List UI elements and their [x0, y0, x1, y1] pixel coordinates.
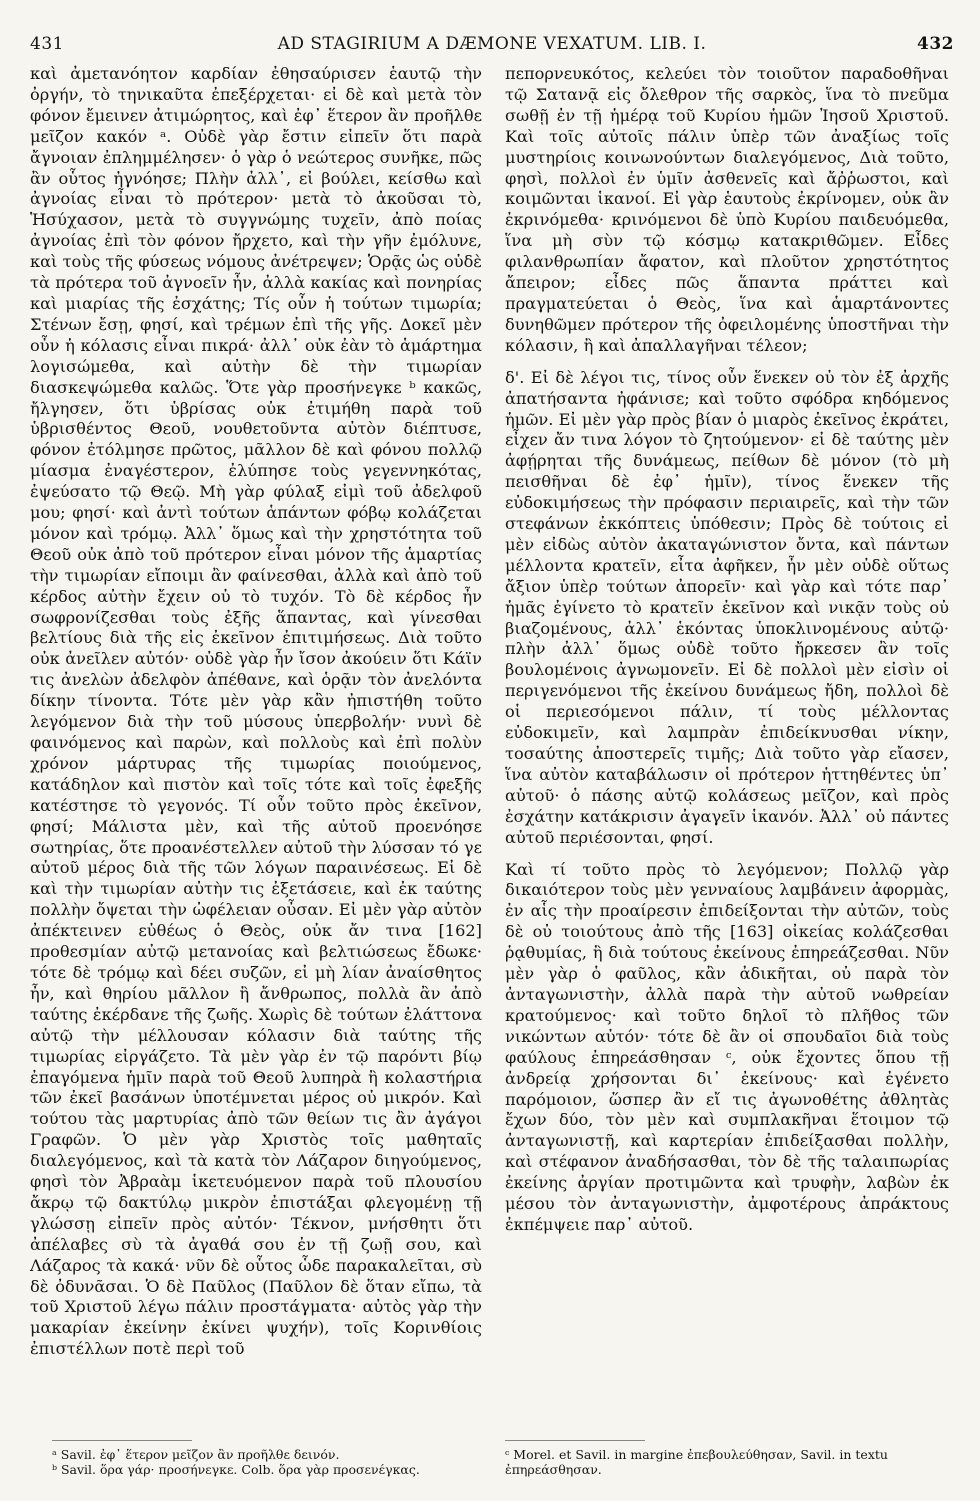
- page-number-right: 432: [917, 34, 954, 54]
- right-paragraph-section-4: δ'. Εἰ δὲ λέγοι τις, τίνος οὖν ἕνεκεν οὐ τὸν ἐξ ἀρχῆς ἀπατήσαντα ἠφάνισε; καὶ τοῦτο σφόδρα κηδόμενος ἡμῶν. Εἰ μὲν γὰρ πρὸς βίαν ὁ μιαρὸς ἐκεῖνος ἐκράτει, εἶχεν ἄν τινα λόγον τὸ ζητούμενον· εἰ δὲ ταύτης μὲν ἀφῄρηται τῆς δυνάμεως, πείθων δὲ μόνον (τὸ μὴ πεισθῆναι δὲ ἐφ᾽ ἡμῖν), τίνος ἕνεκεν τῆς εὐδοκιμήσεως τὴν πρόφασιν περιαιρεῖς, καὶ τὴν τῶν στεφάνων ἐκκόπτεις ὑπόθεσιν; Πρὸς δὲ τούτοις εἰ μὲν εἰδὼς αὐτὸν ἀκαταγώνιστον ὄντα, καὶ πάντων μέλλοντα κρατεῖν, εἶτα ἀφῆκεν, ἦν μὲν οὐδὲ οὕτως ἄξιον ὑπὲρ τούτων ἀπορεῖν· καὶ γὰρ καὶ τότε παρ᾽ ἡμᾶς ἐγίνετο τὸ κρατεῖν ἐκεῖνον καὶ νικᾷν τοὺς οὐ βιαζομένους, ἀλλ᾽ ἑκόντας ὑποκλινομένους αὐτῷ· πλὴν ἀλλ᾽ ὅμως οὐδὲ τοῦτο ἤρκεσεν ἂν τοῖς βουλομένοις ἀγνωμονεῖν. Εἰ δὲ πολλοὶ μὲν εἰσὶν οἱ περιγενόμενοι τῆς ἐκείνου δυνάμεως ἤδη, πολλοὶ δὲ οἱ περιεσόμενοι πάλιν, τί τοὺς μέλλοντας εὐδοκιμεῖν, καὶ λαμπρὰν ἐπιδείκνυσθαι νίκην, τοσαύτης ἀποστερεῖς τιμῆς; Διὰ τοῦτο γὰρ εἴασεν, ἵνα αὐτὸν καταβάλωσιν οἱ πρότερον ἡττηθέντες ὑπ᾽ αὐτοῦ· ὁ πάσης αὐτῷ κολάσεως μεῖζον, καὶ πρὸς ἐσχάτην κατάκρισιν ἀγαγεῖν ἱκανόν. Ἀλλ᾽ οὐ πάντες αὐτοῦ περιέσονται, φησί.: [505, 367, 949, 847]
- footnote: ᶜ Morel. et Savil. in margine ἐπεβουλεύθησαν, Savil. in textu ἐπηρεάσθησαν.: [505, 1447, 888, 1477]
- footnote: ᵃ Savil. ἐφ᾽ ἕτερον μεῖζον ἂν προῆλθε δεινόν.: [52, 1447, 340, 1462]
- right-paragraph: πεπορνευκότος, κελεύει τὸν τοιοῦτον παραδοθῆναι τῷ Σατανᾷ εἰς ὄλεθρον τῆς σαρκὸς, ἵνα τὸ πνεῦμα σωθῇ ἐν τῇ ἡμέρᾳ τοῦ Κυρίου ἡμῶν Ἰησοῦ Χριστοῦ. Καὶ τοῖς αὐτοῖς πάλιν ὑπὲρ τῶν ἀναξίως τοῖς μυστηρίοις κοινωνούντων διαλεγόμενος, Διὰ τοῦτο, φησὶ, πολλοὶ ἐν ὑμῖν ἀσθενεῖς καὶ ἄῤῥωστοι, καὶ κοιμῶνται ἱκανοί. Εἰ γὰρ ἑαυτοὺς ἐκρίνομεν, οὐκ ἂν ἐκρινόμεθα· κρινόμενοι δὲ ὑπὸ Κυρίου παιδευόμεθα, ἵνα μὴ σὺν τῷ κόσμῳ κατακριθῶμεν. Εἶδες φιλανθρωπίαν ἄφατον, καὶ πλοῦτον χρηστότητος ἄπειρον; εἶδες πῶς ἅπαντα πράττει καὶ πραγματεύεται ὁ Θεὸς, ἵνα καὶ ἁμαρτάνοντες δυνηθῶμεν πρότερον τῆς ὀφειλομένης ὑποστῆναι τὴν κόλασιν, ἢ καὶ ἀπαλλαγῆναι τέλεον;: [505, 64, 949, 355]
- footnote-rule-left: [52, 1440, 192, 1441]
- page-number-left: 431: [30, 34, 64, 54]
- footnote-rule-right: [505, 1440, 645, 1441]
- footnotes-right: [505, 1447, 935, 1477]
- page-header: [30, 34, 954, 62]
- running-title: AD STAGIRIUM A DÆMONE VEXATUM. LIB. I.: [277, 34, 707, 54]
- right-column: [505, 64, 949, 1236]
- footnotes-left: [52, 1447, 472, 1477]
- left-paragraph: καὶ ἀμετανόητον καρδίαν ἐθησαύρισεν ἑαυτῷ τὴν ὀργήν, τὸ τηνικαῦτα ἐπεξέρχεται· εἰ δὲ καὶ μετὰ τὸν φόνον ἔμεινεν ἀτιμώρητος, καὶ ἐφ᾽ ἕτερον ἂν προῆλθε μεῖζον κακόν ᵃ. Οὐδὲ γὰρ ἔστιν εἰπεῖν ὅτι παρὰ ἄγνοιαν ἐπλημμέλησεν· ὁ γὰρ ὁ νεώτερος συνῆκε, πῶς ἂν οὗτος ἠγνόησε; Πλὴν ἀλλ᾽, εἰ βούλει, κείσθω καὶ ἀγνοίας εἶναι τὸ πρότερον· μετὰ τὸ ἀκοῦσαι τὸ, Ἡσύχασον, μετὰ τὸ συγγνώμης τυχεῖν, ἀπὸ ποίας ἀγνοίας ἐπὶ τὸν φόνον ἤρχετο, καὶ τὴν γῆν ἐμόλυνε, καὶ τοὺς τῆς φύσεως νόμους ἀνέτρεψεν; Ὁρᾷς ὡς οὐδὲ τὰ πρότερα τοῦ ἀγνοεῖν ἦν, ἀλλὰ κακίας καὶ πονηρίας καὶ μιαρίας τῆς ἐσχάτης; Τίς οὖν ἡ τούτων τιμωρία; Στένων ἔσῃ, φησί, καὶ τρέμων ἐπὶ τῆς γῆς. Δοκεῖ μὲν οὖν ἡ κόλασις εἶναι πικρά· ἀλλ᾽ οὐκ ἐὰν τὸ ἁμάρτημα λογισώμεθα, καὶ αὐτὴν δὲ τὴν τιμωρίαν διασκεψώμεθα καλῶς. Ὅτε γὰρ προσήνεγκε ᵇ κακῶς, ἤλγησεν, ὅτι ὑβρίσας οὐκ ἐτιμήθη παρὰ τοῦ ὑβρισθέντος Θεοῦ, νουθετοῦντα αὐτὸν διέπτυσε, φόνον ἐτόλμησε πρῶτος, μᾶλλον δὲ καὶ φόνου πολλῷ μίασμα ἐναγέστερον, ἐλύπησε τοὺς γεγεννηκότας, ἐψεύσατο τῷ Θεῷ. Μὴ γὰρ φύλαξ εἰμὶ τοῦ ἀδελφοῦ μου; φησί· καὶ ἀντὶ τούτων ἁπάντων φόβῳ κολάζεται μόνον καὶ τρόμῳ. Ἀλλ᾽ ὅμως καὶ τὴν χρηστότητα τοῦ Θεοῦ οὐκ ἀπὸ τοῦ πρότερον εἶναι μόνον τῆς ἁμαρτίας τὴν τιμωρίαν εἴποιμι ἂν φαίνεσθαι, ἀλλὰ καὶ ἀπὸ τοῦ κέρδος αὐτὴν ἔχειν οὐ τὸ τυχόν. Τὸ δὲ κέρδος ἦν σωφρονίζεσθαι τοὺς ἐξῆς ἅπαντας, καὶ γίνεσθαι βελτίους διὰ τῆς εἰς ἐκεῖνον ἐπιτιμήσεως. Διὰ τοῦτο οὐκ ἀνεῖλεν αὐτόν· οὐδὲ γὰρ ἦν ἴσον ἀκούειν ὅτι Κάϊν τις ἀνελὼν ἀδελφὸν ἀπέθανε, καὶ ὁρᾷν τὸν ἀνελόντα δίκην τίνοντα. Τότε μὲν γὰρ κἂν ἠπιστήθη τοῦτο λεγόμενον διὰ τὴν τοῦ μύσους ὑπερβολήν· νυνὶ δὲ φαινόμενος καὶ παρὼν, καὶ πολλοὺς καὶ ἐπὶ πολὺν χρόνον μάρτυρας τῆς τιμωρίας ποιούμενος, κατάδηλον καὶ πιστὸν καὶ τοῖς τότε καὶ τοῖς ἐφεξῆς κατέστησε τὸ γεγονός. Τί οὖν τοῦτο πρὸς ἐκεῖνον, φησί; Μάλιστα μὲν, καὶ τῆς αὐτοῦ προενόησε σωτηρίας, ὅτε προανέστελλεν αὐτοῦ τὴν λύσσαν τό γε αὐτοῦ μέρος διὰ τῆς τῶν λόγων παραινέσεως. Εἰ δὲ καὶ τὴν τιμωρίαν αὐτὴν τις ἐξετάσειε, καὶ ἐκ ταύτης πολλὴν ὄψεται τὴν ὠφέλειαν οὖσαν. Εἰ μὲν γὰρ αὐτὸν ἀπέκτεινεν εὐθέως ὁ Θεὸς, οὐκ ἄν τινα [162] προθεσμίαν αὐτῷ μετανοίας καὶ βελτιώσεως ἔδωκε· τότε δὲ τρόμῳ καὶ δέει συζῶν, εἰ μὴ λίαν ἀναίσθητος ἦν, καὶ θηρίου μᾶλλον ἢ ἄνθρωπος, πολλὰ ἂν ἀπὸ ταύτης ἐκέρδανε τῆς ζωῆς. Χωρὶς δὲ τούτων ἐλάττονα αὐτῷ τὴν μέλλουσαν κόλασιν διὰ ταύτης τῆς τιμωρίας εἰργάζετο. Τὰ μὲν γὰρ ἐν τῷ παρόντι βίῳ ἐπαγόμενα ἡμῖν παρὰ τοῦ Θεοῦ λυπηρὰ ἢ κολαστήρια τῶν ἐκεῖ βασάνων ὑποτέμνεται μέρος οὐ μικρόν. Καὶ τούτου τὰς μαρτυρίας ἀπὸ τῶν θείων τις ἂν ἀγάγοι Γραφῶν. Ὁ μὲν γὰρ Χριστὸς τοῖς μαθηταῖς διαλεγόμενος, καὶ τὰ κατὰ τὸν Λάζαρον διηγούμενος, φησὶ τὸν Ἀβραὰμ ἱκετευόμενον παρὰ τοῦ πλουσίου ἄκρῳ τῷ δακτύλῳ μικρὸν ἐπιστάξαι φλεγομένῃ τῇ γλώσσῃ εἰπεῖν πρὸς αὐτόν· Τέκνον, μνήσθητι ὅτι ἀπέλαβες σὺ τὰ ἀγαθά σου ἐν τῇ ζωῇ σου, καὶ Λάζαρος τὰ κακά· νῦν δὲ οὗτος ὧδε παρακαλεῖται, σὺ δὲ ὀδυνᾶσαι. Ὁ δὲ Παῦλος (Παῦλον δὲ ὅταν εἴπω, τὰ τοῦ Χριστοῦ λέγω πάλιν προστάγματα· αὐτὸς γὰρ τὴν μακαρίαν ἐκείνην ἐκίνει ψυχήν), τοῖς Κορινθίοις ἐπιστέλλων ποτὲ περὶ τοῦ: [30, 64, 482, 1359]
- right-paragraph: Καὶ τί τοῦτο πρὸς τὸ λεγόμενον; Πολλῷ γὰρ δικαιότερον τοὺς μὲν γενναίους λαμβάνειν ἀφορμὰς, ἐν αἷς τὴν προαίρεσιν ἐπιδείξονται τὴν αὐτῶν, τοὺς δὲ οὐ τοιούτους ἀπὸ τῆς [163] οἰκείας κολάζεσθαι ῥᾳθυμίας, ἢ διὰ τούτους ἐκείνους ἐπηρεάζεσθαι. Νῦν μὲν γὰρ ὁ φαῦλος, κἂν ἀδικῆται, οὐ παρὰ τὸν ἀνταγωνιστὴν, ἀλλὰ παρὰ τὴν αὐτοῦ νωθρείαν κρατούμενος· καὶ τοῦτο δηλοῖ τὸ πλῆθος τῶν νικώντων αὐτόν· τότε δὲ ἂν οἱ σπουδαῖοι διὰ τοὺς φαύλους ἐπηρεάσθησαν ᶜ, οὐκ ἔχοντες ὅπου τῇ ἀνδρείᾳ χρήσονται δι᾽ ἐκείνους· καὶ ἐγένετο παρόμοιον, ὥσπερ ἂν εἴ τις ἀγωνοθέτης ἀθλητὰς ἔχων δύο, τὸν μὲν καὶ συμπλακῆναι ἕτοιμον τῷ ἀνταγωνιστῇ, καὶ καρτερίαν ἐπιδείξασθαι πολλὴν, καὶ στέφανον ἀναδήσασθαι, τὸν δὲ τῆς ταλαιπωρίας ἐκείνης ἀργίαν προτιμῶντα καὶ τρυφὴν, λαβὼν ἐκ μέσου τὸν ἀνταγωνιστὴν, ἀμφοτέρους ἀπράκτους ἐκπέμψειε παρ᾽ αὐτοῦ.: [505, 859, 949, 1234]
- left-column: [30, 64, 482, 1360]
- footnote: ᵇ Savil. ὅρα γάρ· προσήνεγκε. Colb. ὅρα γὰρ προσενέγκας.: [52, 1462, 420, 1477]
